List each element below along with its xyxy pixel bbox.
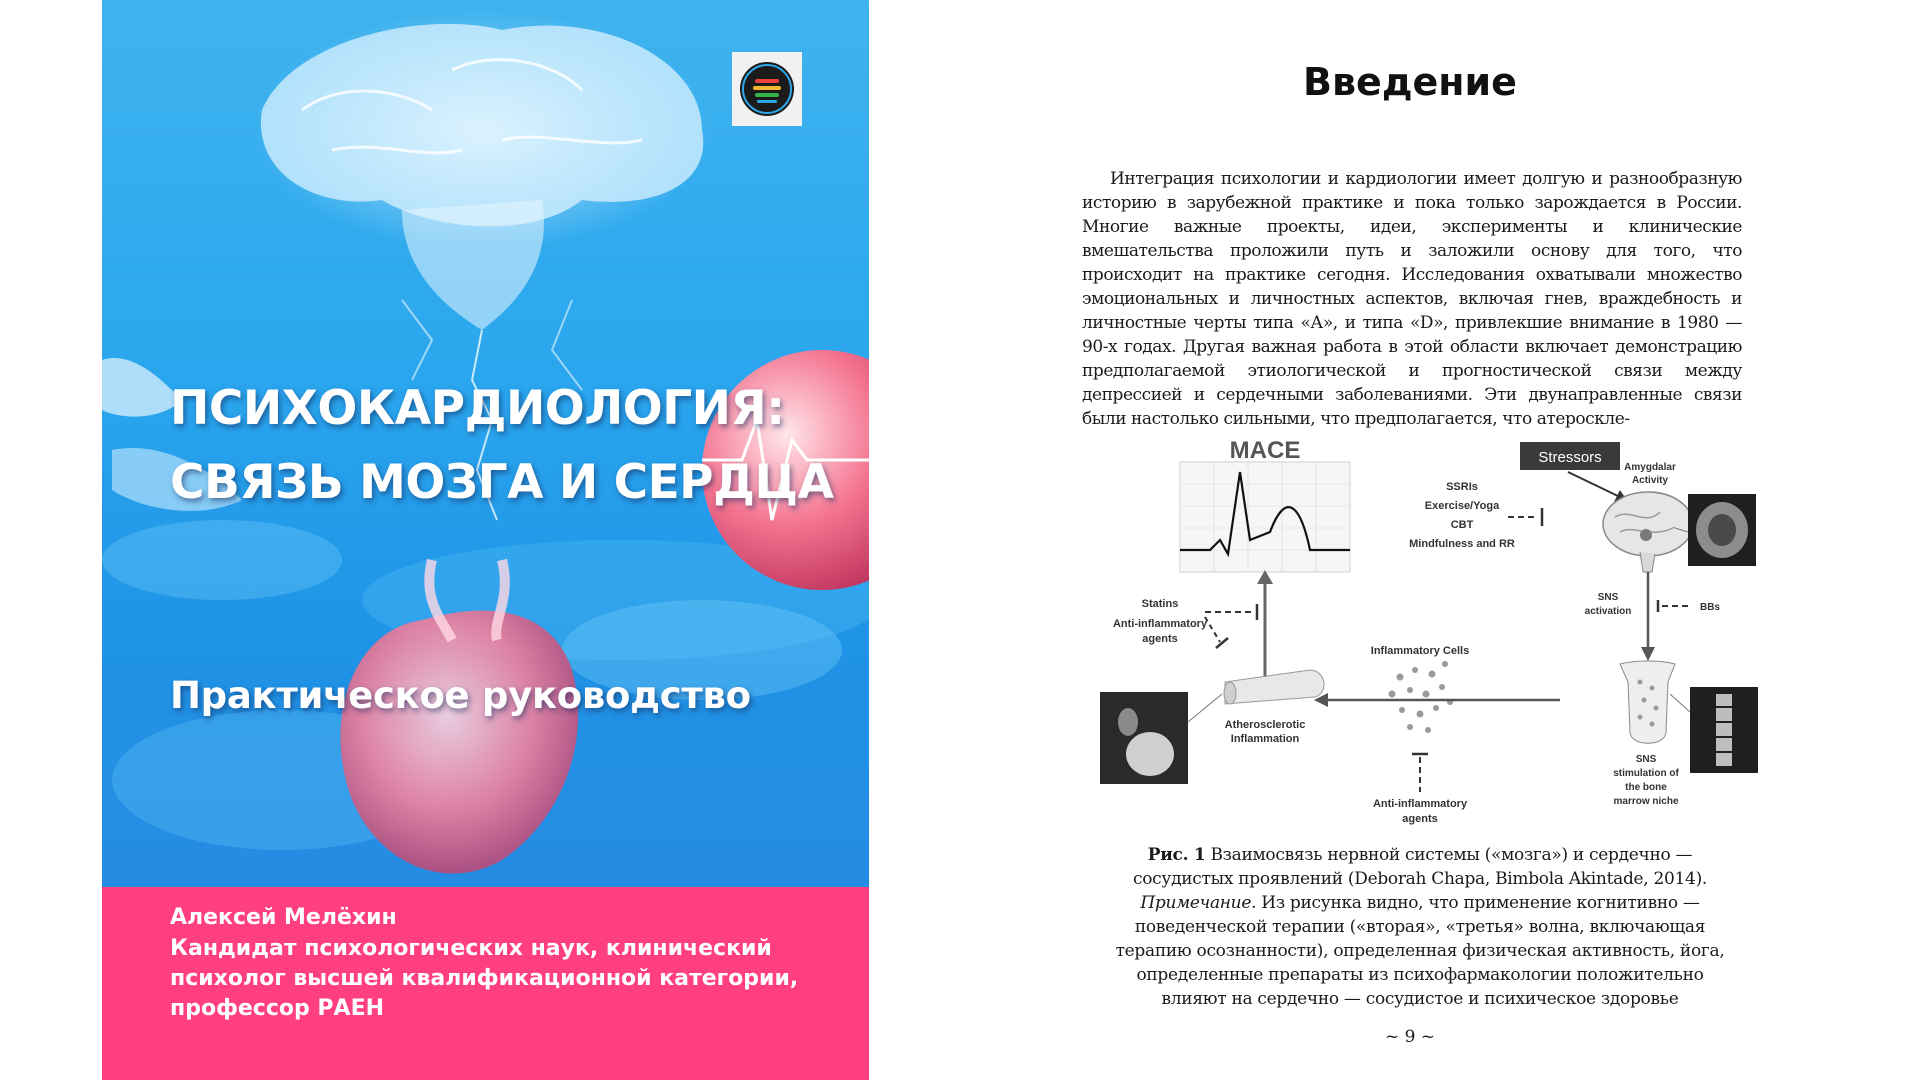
therapy-label-4: Mindfulness and RR: [1409, 538, 1515, 550]
athero-label-1: Atherosclerotic: [1224, 719, 1306, 731]
sns-activation-label-2: activation: [1584, 606, 1632, 617]
author-band: [102, 887, 869, 1080]
statins-label-2: Anti-inflammatory: [1112, 618, 1208, 630]
amygdalar-label-1: Amygdalar: [1624, 462, 1676, 473]
statins-label-3: agents: [1142, 633, 1178, 645]
book-cover: [102, 0, 869, 1080]
page-number: ~ 9 ~: [1384, 1027, 1436, 1047]
cover-title-line2: СВЯЗЬ МОЗГА И СЕРДЦА: [170, 455, 834, 510]
therapy-label-2: Exercise/Yoga: [1424, 500, 1500, 512]
sns-bone-label-3: the bone: [1625, 782, 1667, 793]
page-body-text: Интеграция психологии и кардиологии имеет долгую и разнообразную историю в зарубежной практике и пока только зарождается в России. Многие важные проекты, идеи, эксперименты и клинические вмешательства проложили путь и заложили основу для того, что происходит на практике сегодня. Исследования охватывали множество эмоциональных и личностных аспектов, включая гнев, враждебность и личностные черты типа «А», и типа «D», привлекшие внимание в 1980 — 90-х годах. Другая важная работа в этой области включает демонстрацию предполагаемой этиологической и прогностической связи между депрессией и сердечными заболеваниями. Эти двунаправленные связи были настолько сильными, что предполагается, что атероскле-: [1082, 169, 1742, 429]
amygdalar-label-2: Activity: [1631, 475, 1669, 486]
spine-scan-right: [1690, 687, 1758, 773]
anti-inflammatory-label-2: agents: [1402, 813, 1438, 825]
bone-marrow-illustration: [1620, 661, 1675, 743]
ecg-panel: [1180, 437, 1350, 572]
sns-bone-label-4: marrow niche: [1613, 796, 1679, 807]
book-page: [1060, 0, 1920, 1080]
author-credentials-2: психолог высшей квалификационной категории,: [170, 966, 799, 991]
artery-illustration: [1224, 670, 1324, 704]
anti-inflammatory-label-1: Anti-inflammatory: [1372, 798, 1468, 810]
note-text: Из рисунка видно, что применение когнитивно — поведенческой терапии («вторая», «третья» волна, включающая терапию осознанности), определенная физическая активность, йога, определенные препараты из психофармакологии положительно влияют на сердечно — сосудистое и психическое здоровье: [1115, 893, 1725, 1009]
mace-label: MACE: [1229, 437, 1301, 464]
publisher-logo-icon: [732, 52, 802, 126]
cover-title-line1: ПСИХОКАРДИОЛОГИЯ:: [170, 381, 785, 436]
page-heading: Введение: [1303, 60, 1517, 104]
therapy-label-3: CBT: [1450, 519, 1474, 531]
therapy-label-1: SSRIs: [1446, 481, 1478, 493]
author-name: Алексей Мелёхин: [170, 905, 397, 930]
caption-text: Взаимосвязь нервной системы («мозга») и сердечно — сосудистых проявлений (Deborah Chapa, Bimbola Akintade, 2014).: [1132, 845, 1708, 889]
cover-subtitle: Практическое руководство: [170, 674, 751, 717]
sns-bone-label-2: stimulation of: [1613, 768, 1679, 779]
note-label: Примечание.: [1140, 893, 1257, 913]
brain-illustration: [1603, 492, 1693, 572]
stressors-label: Stressors: [1538, 449, 1602, 466]
bbs-label: BBs: [1699, 602, 1721, 613]
statins-label-1: Statins: [1141, 598, 1179, 610]
sns-activation-label-1: SNS: [1597, 592, 1619, 603]
author-credentials-3: профессор РАЕН: [170, 996, 385, 1021]
author-block: [170, 901, 850, 1024]
cover-title: [170, 372, 860, 520]
inflammatory-cells-label: Inflammatory Cells: [1370, 645, 1470, 657]
ct-scan-left: [1100, 692, 1188, 784]
figure-diagram: [1080, 432, 1760, 832]
author-credentials-1: Кандидат психологических наук, клинический: [170, 936, 772, 961]
mri-scan-right: [1688, 494, 1756, 566]
sns-bone-label-1: SNS: [1635, 754, 1657, 765]
cells-cluster: [1389, 661, 1454, 733]
athero-label-2: Inflammation: [1230, 733, 1300, 745]
figure-caption: [1110, 843, 1730, 1011]
caption-label: Рис. 1: [1147, 845, 1206, 865]
